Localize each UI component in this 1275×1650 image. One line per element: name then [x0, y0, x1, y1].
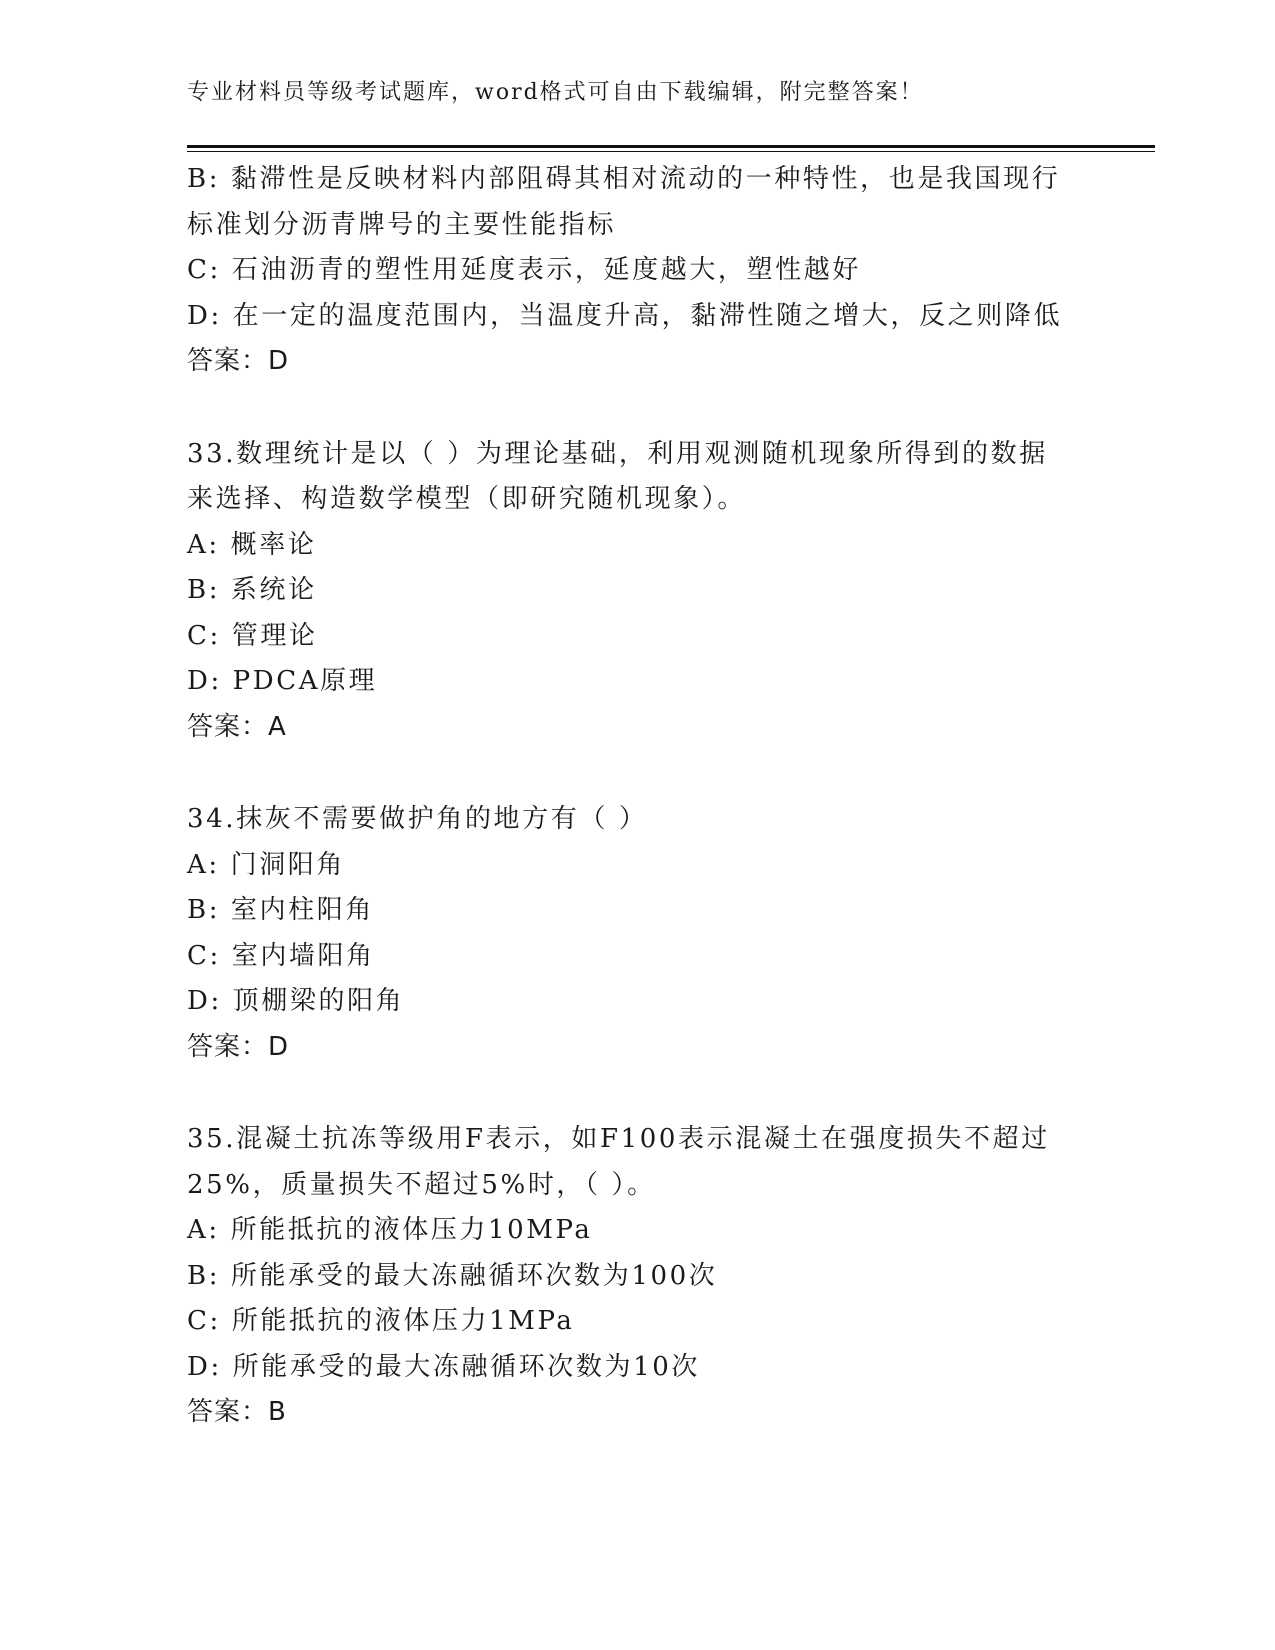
option-d: D: 所能承受的最大冻融循环次数为10次 — [187, 1351, 700, 1382]
question-34 — [187, 797, 1117, 1070]
answer: 答案：D — [187, 1031, 290, 1062]
option-d: D: PDCA原理 — [187, 666, 378, 696]
option-c: C: 管理论 — [187, 620, 318, 651]
question-stem: 34.抹灰不需要做护角的地方有（ ） — [187, 804, 648, 834]
option-c: C: 所能抵抗的液体压力1MPa — [187, 1306, 575, 1336]
question-stem: 35.混凝土抗冻等级用F表示，如F100表示混凝土在强度损失不超过 — [187, 1124, 1050, 1154]
option-a: A: 门洞阳角 — [187, 849, 346, 880]
option-d: D: 顶棚梁的阳角 — [187, 986, 405, 1016]
question-33 — [187, 432, 1117, 751]
question-35 — [187, 1117, 1117, 1436]
option-b: B: 所能承受的最大冻融循环次数为100次 — [187, 1260, 718, 1291]
option-b: B: 系统论 — [187, 575, 317, 605]
header-rule-thick — [187, 145, 1155, 148]
question-stem: 33.数理统计是以（ ）为理论基础，利用观测随机现象所得到的数据 — [187, 438, 1048, 469]
answer: 答案：D — [187, 346, 290, 376]
question-content — [187, 157, 1117, 1436]
option-c: C: 石油沥青的塑性用延度表示，延度越大，塑性越好 — [187, 255, 861, 285]
option-d: D: 在一定的温度范围内，当温度升高，黏滞性随之增大，反之则降低 — [187, 300, 1063, 331]
option-b: B: 黏滞性是反映材料内部阻碍其相对流动的一种特性，也是我国现行 — [187, 164, 1061, 194]
question-gap — [187, 1070, 1117, 1117]
question-stem-continued: 25%，质量损失不超过5%时，（ ）。 — [187, 1169, 656, 1200]
answer: 答案：B — [187, 1397, 287, 1427]
option-a: A: 所能抵抗的液体压力10MPa — [187, 1215, 593, 1245]
question-stem-continued: 来选择、构造数学模型（即研究随机现象）。 — [187, 484, 747, 514]
option-b: B: 室内柱阳角 — [187, 895, 374, 925]
option-b-continued: 标准划分沥青牌号的主要性能指标 — [187, 209, 617, 240]
header-rule-thin — [187, 151, 1155, 152]
option-a: A: 概率论 — [187, 529, 317, 560]
option-c: C: 室内墙阳角 — [187, 940, 375, 971]
question-gap — [187, 750, 1117, 797]
answer: 答案：A — [187, 711, 287, 742]
question-32-tail — [187, 157, 1117, 385]
page-header: 专业材料员等级考试题库，word格式可自由下载编辑，附完整答案！ — [187, 80, 924, 105]
question-gap — [187, 385, 1117, 432]
